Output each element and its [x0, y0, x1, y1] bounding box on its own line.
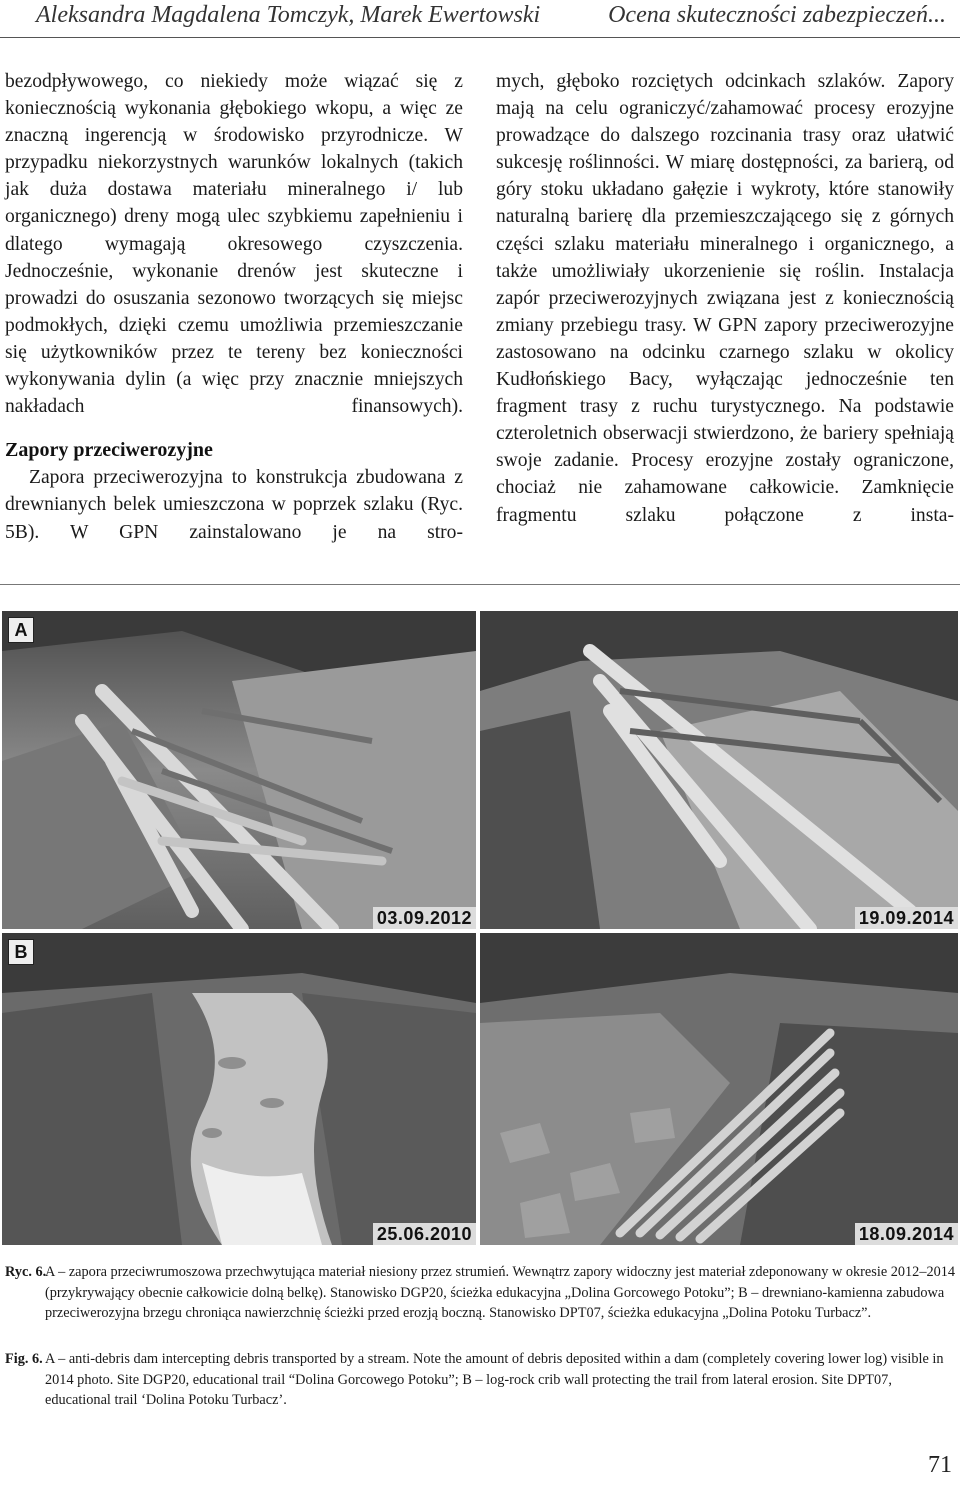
caption-polish-text: A – zapora przeciwrumoszowa przechwytująca materiał niesiony przez strumień. Wewnątrz zapory widoczny jest materiał zdeponowany w okresie 2012–2014 (przykrywający obecnie całkowicie dolną belkę). Stanowisko DGP20, ścieżka edukacyjna „Dolina Gorcowego Potoku”; B – drewniano-kamienna zabudowa przeciwerozyjna brzegu chroniąca nawierzchnię ścieżki przed erozją boczną. Stanowisko DPT07, ścieżka edukacyjna „Dolina Potoku Turbacz”.	[45, 1264, 956, 1321]
date-stamp-a-left: 03.09.2012	[373, 907, 476, 929]
photo-b-left	[2, 933, 476, 1245]
photo-a-2014-image	[480, 611, 958, 929]
running-header	[36, 2, 946, 29]
caption-polish	[5, 1262, 956, 1324]
photo-b-2014-image	[480, 933, 958, 1245]
left-column	[5, 68, 463, 546]
date-stamp-b-right: 18.09.2014	[855, 1223, 958, 1245]
left-paragraph-1: bezodpływowego, co niekiedy może wiązać się z koniecznością wykonania głębokiego wkopu, a więc ze znaczną ingerencją w środowisko przyrodnicze. W przypadku niekorzystnych warunków lokalnych (takich jak duża dostawa materiału mineralnego i/ lub organicznego) dreny mogą ulec szybkiemu zapełnieniu i dlatego wymagają okresowego czyszczenia. Jednocześnie, wykonanie drenów jest skuteczne i prowadzi do osuszania sezonowo tworzących się miejsc podmokłych, dzięki czemu umożliwia przemieszczanie się użytkowników przez te tereny bez konieczności wykonywania dylin (a więc przy znacznie mniejszych nakładach finansowych).	[5, 71, 463, 418]
date-stamp-a-right: 19.09.2014	[855, 907, 958, 929]
photo-a-2012-image	[2, 611, 476, 929]
photo-b-2010-image	[2, 933, 476, 1245]
figure-rule	[0, 584, 960, 585]
header-rule	[0, 37, 960, 38]
page-number: 71	[928, 1452, 952, 1478]
figure-6	[2, 611, 958, 1245]
caption-english	[5, 1349, 956, 1411]
left-paragraph-2: Zapora przeciwerozyjna to konstrukcja zbudowana z drewnianych belek umieszczona w poprzek szlaku (Ryc. 5B). W GPN zainstalowano je na stro-	[5, 467, 463, 543]
panel-letter-a: A	[8, 617, 34, 643]
header-authors: Aleksandra Magdalena Tomczyk, Marek Ewertowski	[36, 2, 541, 28]
right-paragraph-1: mych, głęboko rozciętych odcinkach szlaków. Zapory mają na celu ograniczyć/zahamować procesy erozyjne prowadzące do dalszego rozcinania trasy oraz ułatwić sukcesję roślinności. W miarę dostępności, za barierą, od góry stoku układano gałęzie i wykroty, które stanowiły naturalną barierę dla przemieszczającego się z górnych części szlaku materiału mineralnego i organicznego, a także umożliwiały ukorzenienie się roślin. Instalacja zapór przeciwerozyjnych związana jest z koniecznością zmiany przebiegu trasy. W GPN zapory przeciwerozyjne zastosowano na odcinku czarnego szlaku w okolicy Kudłońskiego Bacy, wyłączając jednocześnie ten fragment trasy z ruchu turystycznego. Na podstawie czteroletnich obserwacji stwierdzono, że bariery spełniają swoje zadanie. Procesy erozyjne zostały ograniczone, chociaż nie zahamowane całkowicie. Zamknięcie fragmentu szlaku połączone z insta-	[496, 71, 954, 526]
caption-english-label: Fig. 6.	[5, 1351, 43, 1367]
caption-polish-label: Ryc. 6.	[5, 1264, 47, 1280]
photo-a-right	[480, 611, 958, 929]
photo-b-right	[480, 933, 958, 1245]
right-column	[496, 68, 954, 529]
photo-a-left	[2, 611, 476, 929]
section-heading: Zapory przeciwerozyjne	[5, 439, 213, 462]
header-title: Ocena skuteczności zabezpieczeń...	[608, 2, 946, 28]
date-stamp-b-left: 25.06.2010	[373, 1223, 476, 1245]
panel-letter-b: B	[8, 939, 34, 965]
caption-english-text: A – anti-debris dam intercepting debris transported by a stream. Note the amount of debris deposited within a dam (completely covering lower log) visible in 2014 photo. Site DGP20, educational trail “Dolina Gorcowego Potoku”; B – log-rock crib wall protecting the trail from lateral erosion. Site DPT07, educational trail ‘Dolina Potoku Turbacz’.	[45, 1351, 944, 1408]
